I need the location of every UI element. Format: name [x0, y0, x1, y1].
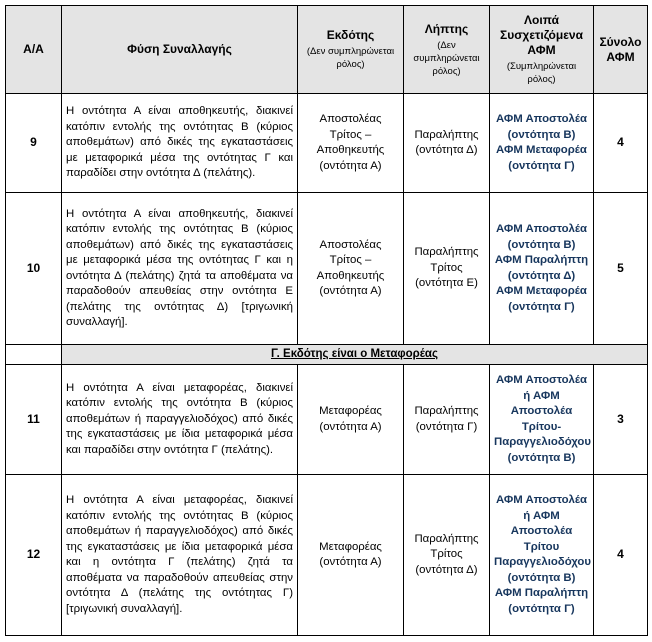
row-other-afm: ΑΦΜ Αποστολέα (οντότητα Β) ΑΦΜ Παραλήπτη (οντότητα Δ) ΑΦΜ Μεταφορέα (οντότητα Γ) [490, 193, 594, 345]
row-issuer: Αποστολέας Τρίτος – Αποθηκευτής (οντότητα Α) [298, 193, 404, 345]
row-other-afm: ΑΦΜ Αποστολέα ή ΑΦΜ Αποστολέα Τρίτου Παραγγελιοδόχου (οντότητα Β) ΑΦΜ Παραλήπτη (οντότητα Γ) [490, 475, 594, 636]
row-number: 11 [6, 365, 62, 475]
header-total-afm: Σύνολο ΑΦΜ [594, 6, 648, 94]
row-other-afm: ΑΦΜ Αποστολέα (οντότητα Β) ΑΦΜ Μεταφορέα (οντότητα Γ) [490, 94, 594, 193]
table-row [6, 475, 648, 636]
row-total: 5 [594, 193, 648, 345]
row-recipient: Παραλήπτης (οντότητα Γ) [404, 365, 490, 475]
table-row [6, 193, 648, 345]
header-other-afm [490, 6, 594, 94]
row-number: 12 [6, 475, 62, 636]
header-issuer-note: (Δεν συμπληρώνεται ρόλος) [306, 46, 395, 70]
row-total: 3 [594, 365, 648, 475]
row-recipient: Παραλήπτης Τρίτος (οντότητα Δ) [404, 475, 490, 636]
row-number: 10 [6, 193, 62, 345]
table-row [6, 365, 648, 475]
header-issuer-label: Εκδότης [326, 28, 375, 42]
header-row [6, 6, 648, 94]
row-other-afm: ΑΦΜ Αποστολέα ή ΑΦΜ Αποστολέα Τρίτου-Παραγγελιοδόχου (οντότητα Β) [490, 365, 594, 475]
row-number: 9 [6, 94, 62, 193]
row-recipient: Παραλήπτης (οντότητα Δ) [404, 94, 490, 193]
header-recipient-note: (Δεν συμπληρώνεται ρόλος) [413, 39, 480, 77]
row-issuer: Μεταφορέας (οντότητα Α) [298, 365, 404, 475]
row-total: 4 [594, 475, 648, 636]
header-other-afm-label: Λοιπά Συσχετιζόμενα ΑΦΜ [500, 13, 583, 57]
header-recipient [404, 6, 490, 94]
header-other-afm-note: (Συμπληρώνεται ρόλος) [506, 61, 577, 85]
transactions-table [5, 5, 648, 636]
row-recipient: Παραλήπτης Τρίτος (οντότητα Ε) [404, 193, 490, 345]
section-title: Γ. Εκδότης είναι ο Μεταφορέας [62, 345, 648, 365]
row-description: Η οντότητα Α είναι μεταφορέας, διακινεί κατόπιν εντολής της οντότητας Β (κύριος αποθεμάτων ή παραγγελιοδόχος) από δικές της εγκαταστάσεις με ίδια μεταφορικά μέσα και η οντότητα Γ (πελάτης) ζητά τα αποθέματα να παραδοθούν απευθείας στην οντότητα Δ (πελάτης της οντότητας Γ) [τριγωνική συναλλαγή]. [62, 475, 298, 636]
section-row [6, 345, 648, 365]
row-total: 4 [594, 94, 648, 193]
table-row [6, 94, 648, 193]
header-nature: Φύση Συναλλαγής [62, 6, 298, 94]
row-issuer: Αποστολέας Τρίτος – Αποθηκευτής (οντότητα Α) [298, 94, 404, 193]
header-aa: Α/Α [6, 6, 62, 94]
row-description: Η οντότητα Α είναι μεταφορέας, διακινεί κατόπιν εντολής της οντότητα Β (κύριος αποθεμάτων ή παραγγελιοδόχος) από δικές της εγκαταστάσεις με ίδια μεταφορικά μέσα και παραδίδει στην οντότητα Γ (πελάτης). [62, 365, 298, 475]
header-issuer [298, 6, 404, 94]
header-recipient-label: Λήπτης [424, 21, 469, 36]
row-description: Η οντότητα Α είναι αποθηκευτής, διακινεί κατόπιν εντολής της οντότητας Β (κύριος αποθεμάτων) από δικές της εγκαταστάσεις με μεταφορικά μέσα της οντότητας Γ και παραδίδει στην οντότητα Δ (πελάτης). [62, 94, 298, 193]
row-description: Η οντότητα Α είναι αποθηκευτής, διακινεί κατόπιν εντολής της οντότητας Β (κύριος αποθεμάτων) από δικές της εγκαταστάσεις με μεταφορικά μέσα της οντότητας Γ και η οντότητα Δ (πελάτης) ζητά τα αποθέματα να παραδοθούν απευθείας στην οντότητα Ε (πελάτης της οντότητας Δ) [τριγωνική συναλλαγή]. [62, 193, 298, 345]
row-issuer: Μεταφορέας (οντότητα Α) [298, 475, 404, 636]
section-blank-cell [6, 345, 62, 365]
